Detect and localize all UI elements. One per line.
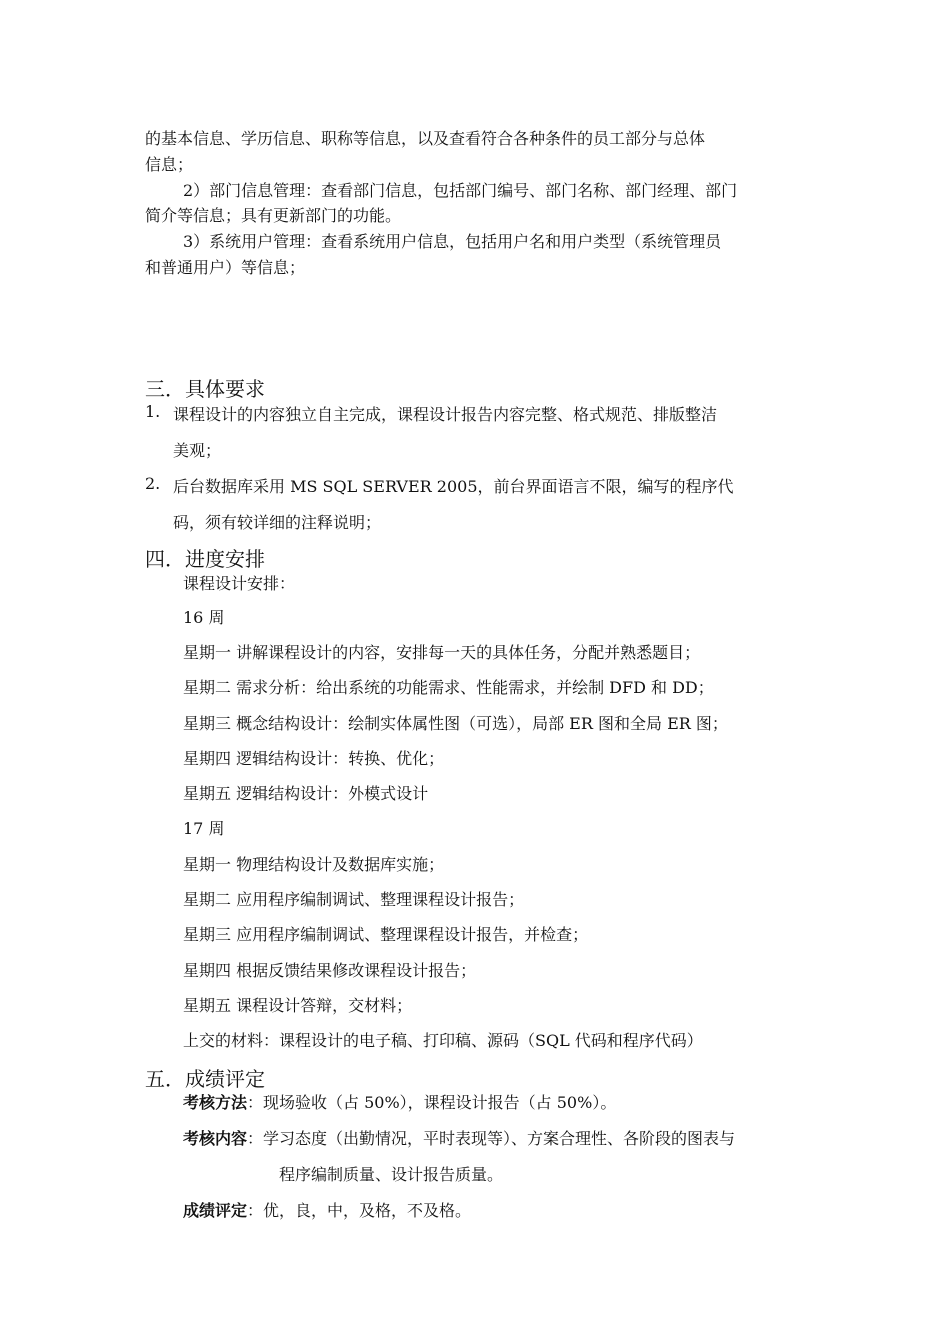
section-4-heading: 四．进度安排 [145, 547, 265, 571]
section-3-heading: 三．具体要求 [145, 377, 265, 401]
schedule-line: 星期一 物理结构设计及数据库实施； [183, 855, 445, 874]
intro-line-6: 和普通用户）等信息； [145, 258, 306, 277]
intro-line-1: 的基本信息、学历信息、职称等信息，以及查看符合各种条件的员工部分与总体 [145, 129, 706, 148]
intro-line-2: 信息； [145, 155, 194, 174]
grade-scale-text: ：优，良，中，及格，不及格。 [247, 1201, 472, 1220]
intro-line-4: 简介等信息；具有更新部门的功能。 [145, 206, 402, 225]
requirement-1-line-1: 课程设计的内容独立自主完成，课程设计报告内容完整、格式规范、排版整洁 [173, 405, 718, 424]
requirement-1-line-2: 美观； [173, 441, 222, 460]
assessment-method-text: ：现场验收（占 50%），课程设计报告（占 50%）。 [247, 1093, 617, 1112]
section-5-heading: 五．成绩评定 [145, 1067, 265, 1091]
requirement-2-number: 2. [145, 474, 161, 493]
grade-scale [183, 1198, 471, 1221]
schedule-line: 星期四 根据反馈结果修改课程设计报告； [183, 961, 477, 980]
schedule-line: 星期四 逻辑结构设计：转换、优化； [183, 749, 445, 768]
intro-line-5: 3）系统用户管理：查看系统用户信息，包括用户名和用户类型（系统管理员 [183, 232, 722, 251]
schedule-line: 星期五 逻辑结构设计：外模式设计 [183, 784, 429, 803]
intro-line-3: 2）部门信息管理：查看部门信息，包括部门编号、部门名称、部门经理、部门 [183, 181, 738, 200]
schedule-line: 星期一 讲解课程设计的内容，安排每一天的具体任务，分配并熟悉题目； [183, 643, 701, 662]
grade-scale-label: 成绩评定 [183, 1201, 248, 1220]
assessment-content-text: ：学习态度（出勤情况，平时表现等）、方案合理性、各阶段的图表与 [247, 1129, 736, 1148]
requirement-2-line-1: 后台数据库采用 MS SQL SERVER 2005，前台界面语言不限，编写的程序代 [173, 477, 734, 496]
schedule-line: 星期三 应用程序编制调试、整理课程设计报告，并检查； [183, 925, 589, 944]
requirement-1-number: 1. [145, 402, 161, 421]
assessment-content-continuation: 程序编制质量、设计报告质量。 [279, 1165, 504, 1184]
schedule-line: 上交的材料：课程设计的电子稿、打印稿、源码（SQL 代码和程序代码） [183, 1031, 703, 1050]
schedule-line: 课程设计安排： [183, 574, 296, 593]
schedule-line: 17 周 [183, 819, 225, 838]
schedule-line: 星期二 需求分析：给出系统的功能需求、性能需求，并绘制 DFD 和 DD； [183, 678, 714, 697]
schedule-line: 16 周 [183, 608, 225, 627]
requirement-2-line-2: 码，须有较详细的注释说明； [173, 513, 382, 532]
assessment-content-label: 考核内容 [183, 1129, 248, 1148]
assessment-method [183, 1090, 616, 1113]
assessment-method-label: 考核方法 [183, 1093, 248, 1112]
assessment-content [183, 1126, 735, 1149]
schedule-line: 星期二 应用程序编制调试、整理课程设计报告； [183, 890, 525, 909]
schedule-line: 星期三 概念结构设计：绘制实体属性图（可选），局部 ER 图和全局 ER 图； [183, 714, 728, 733]
schedule-line: 星期五 课程设计答辩，交材料； [183, 996, 413, 1015]
